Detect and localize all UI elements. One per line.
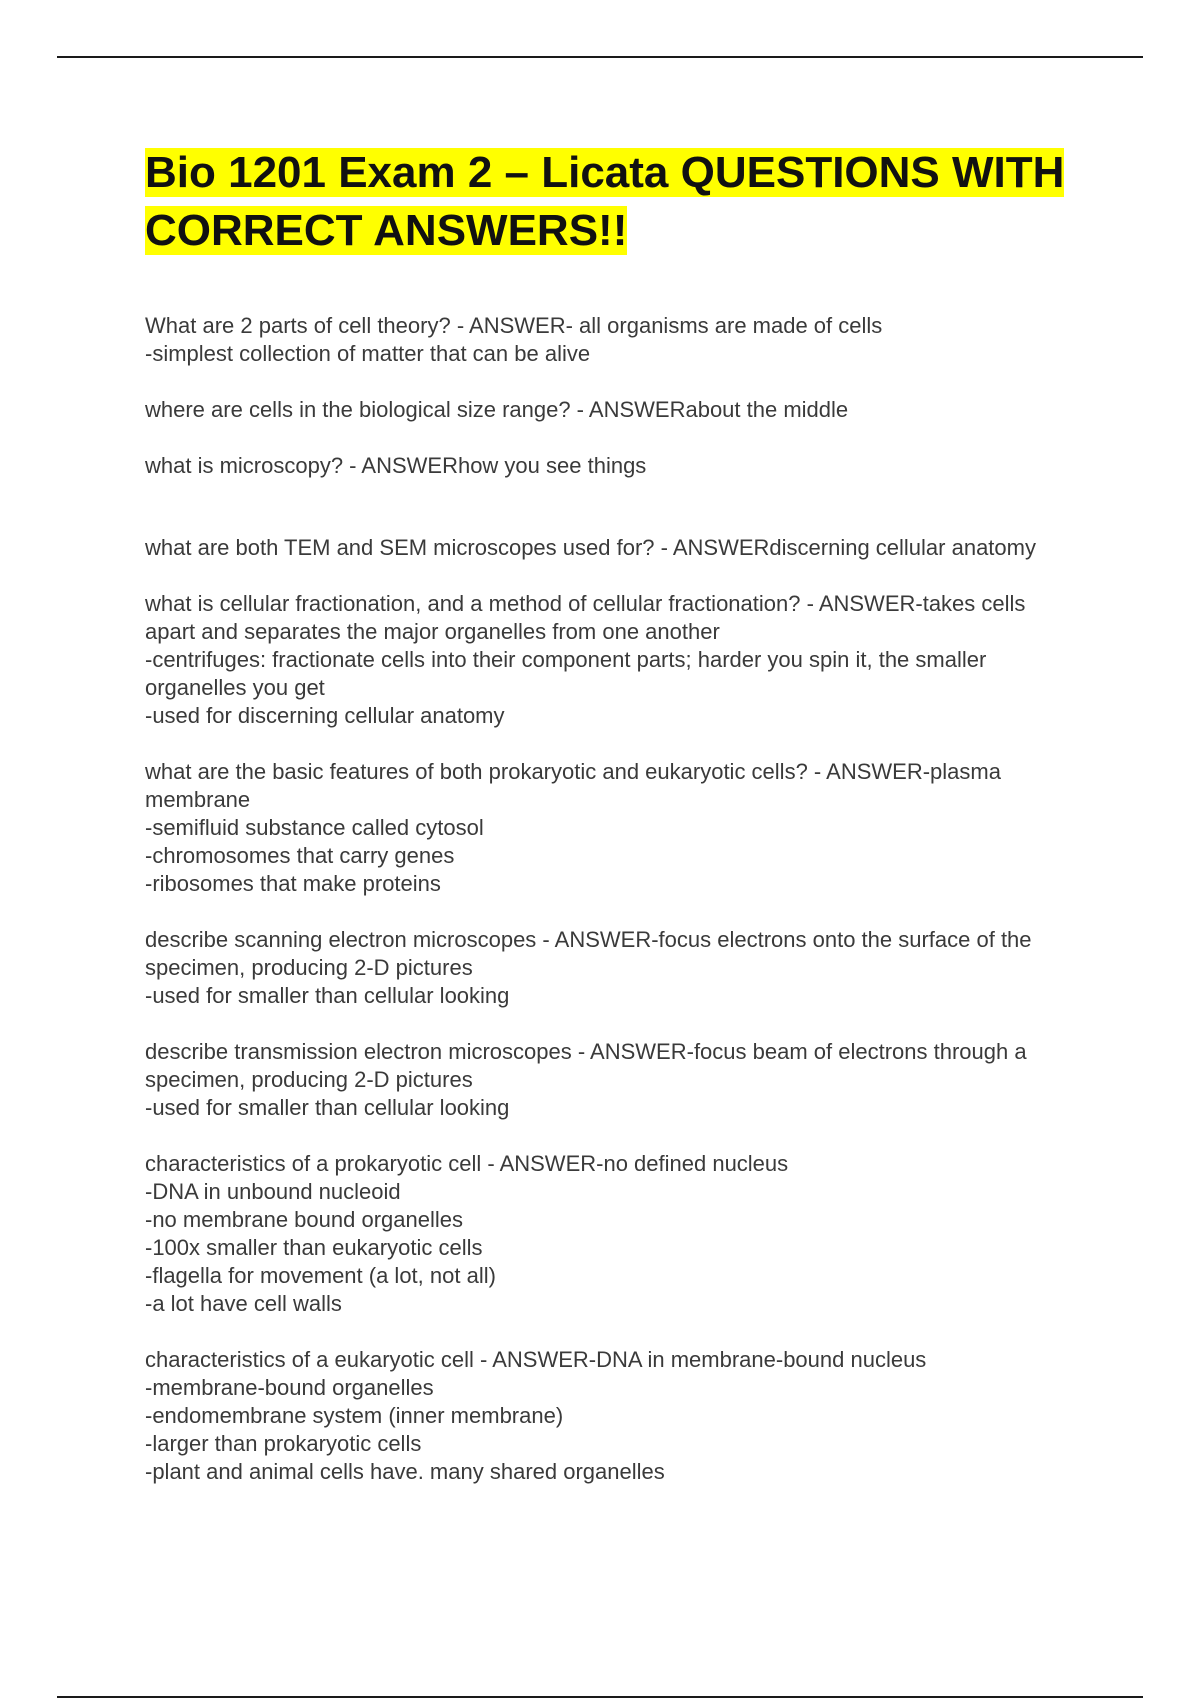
header-rule [57, 56, 1143, 58]
qa-item: What are 2 parts of cell theory? - ANSWER- all organisms are made of cells -simplest collection of matter that can be alive [145, 313, 883, 366]
spacer [145, 1122, 1065, 1150]
qa-list [145, 312, 1065, 1486]
qa-item: what is cellular fractionation, and a method of cellular fractionation? - ANSWER-takes cells apart and separates the major organelles from one another -centrifuges: fractionate cells into their component parts; harder you spin it, the smaller organelles you get -used for discerning cellular anatomy [145, 591, 1026, 728]
qa-item: where are cells in the biological size range? - ANSWERabout the middle [145, 397, 849, 422]
spacer [145, 480, 1065, 534]
qa-item: describe scanning electron microscopes - ANSWER-focus electrons onto the surface of the specimen, producing 2-D pictures -used for smaller than cellular looking [145, 927, 1032, 1008]
qa-item: what are the basic features of both prokaryotic and eukaryotic cells? - ANSWER-plasma membrane -semifluid substance called cytosol -chromosomes that carry genes -ribosomes that make proteins [145, 759, 1001, 896]
document-title [145, 144, 1065, 260]
spacer [145, 562, 1065, 590]
spacer [145, 424, 1065, 452]
qa-item: characteristics of a prokaryotic cell - ANSWER-no defined nucleus -DNA in unbound nucleoid -no membrane bound organelles -100x smaller than eukaryotic cells -flagella for movement (a lot, not all) -a lot have cell walls [145, 1151, 789, 1316]
qa-item: describe transmission electron microscopes - ANSWER-focus beam of electrons through a specimen, producing 2-D pictures -used for smaller than cellular looking [145, 1039, 1027, 1120]
spacer [145, 730, 1065, 758]
spacer [145, 368, 1065, 396]
spacer [145, 1318, 1065, 1346]
spacer [145, 898, 1065, 926]
footer-rule [57, 1696, 1143, 1698]
qa-item: what is microscopy? - ANSWERhow you see things [145, 453, 647, 478]
title-highlight: Bio 1201 Exam 2 – Licata QUESTIONS WITH CORRECT ANSWERS!! [145, 148, 1065, 255]
qa-item: what are both TEM and SEM microscopes used for? - ANSWERdiscerning cellular anatomy [145, 535, 1036, 560]
qa-item: characteristics of a eukaryotic cell - ANSWER-DNA in membrane-bound nucleus -membrane-bound organelles -endomembrane system (inner membrane) -larger than prokaryotic cells -plant and animal cells have. many shared organelles [145, 1347, 927, 1484]
spacer [145, 1010, 1065, 1038]
